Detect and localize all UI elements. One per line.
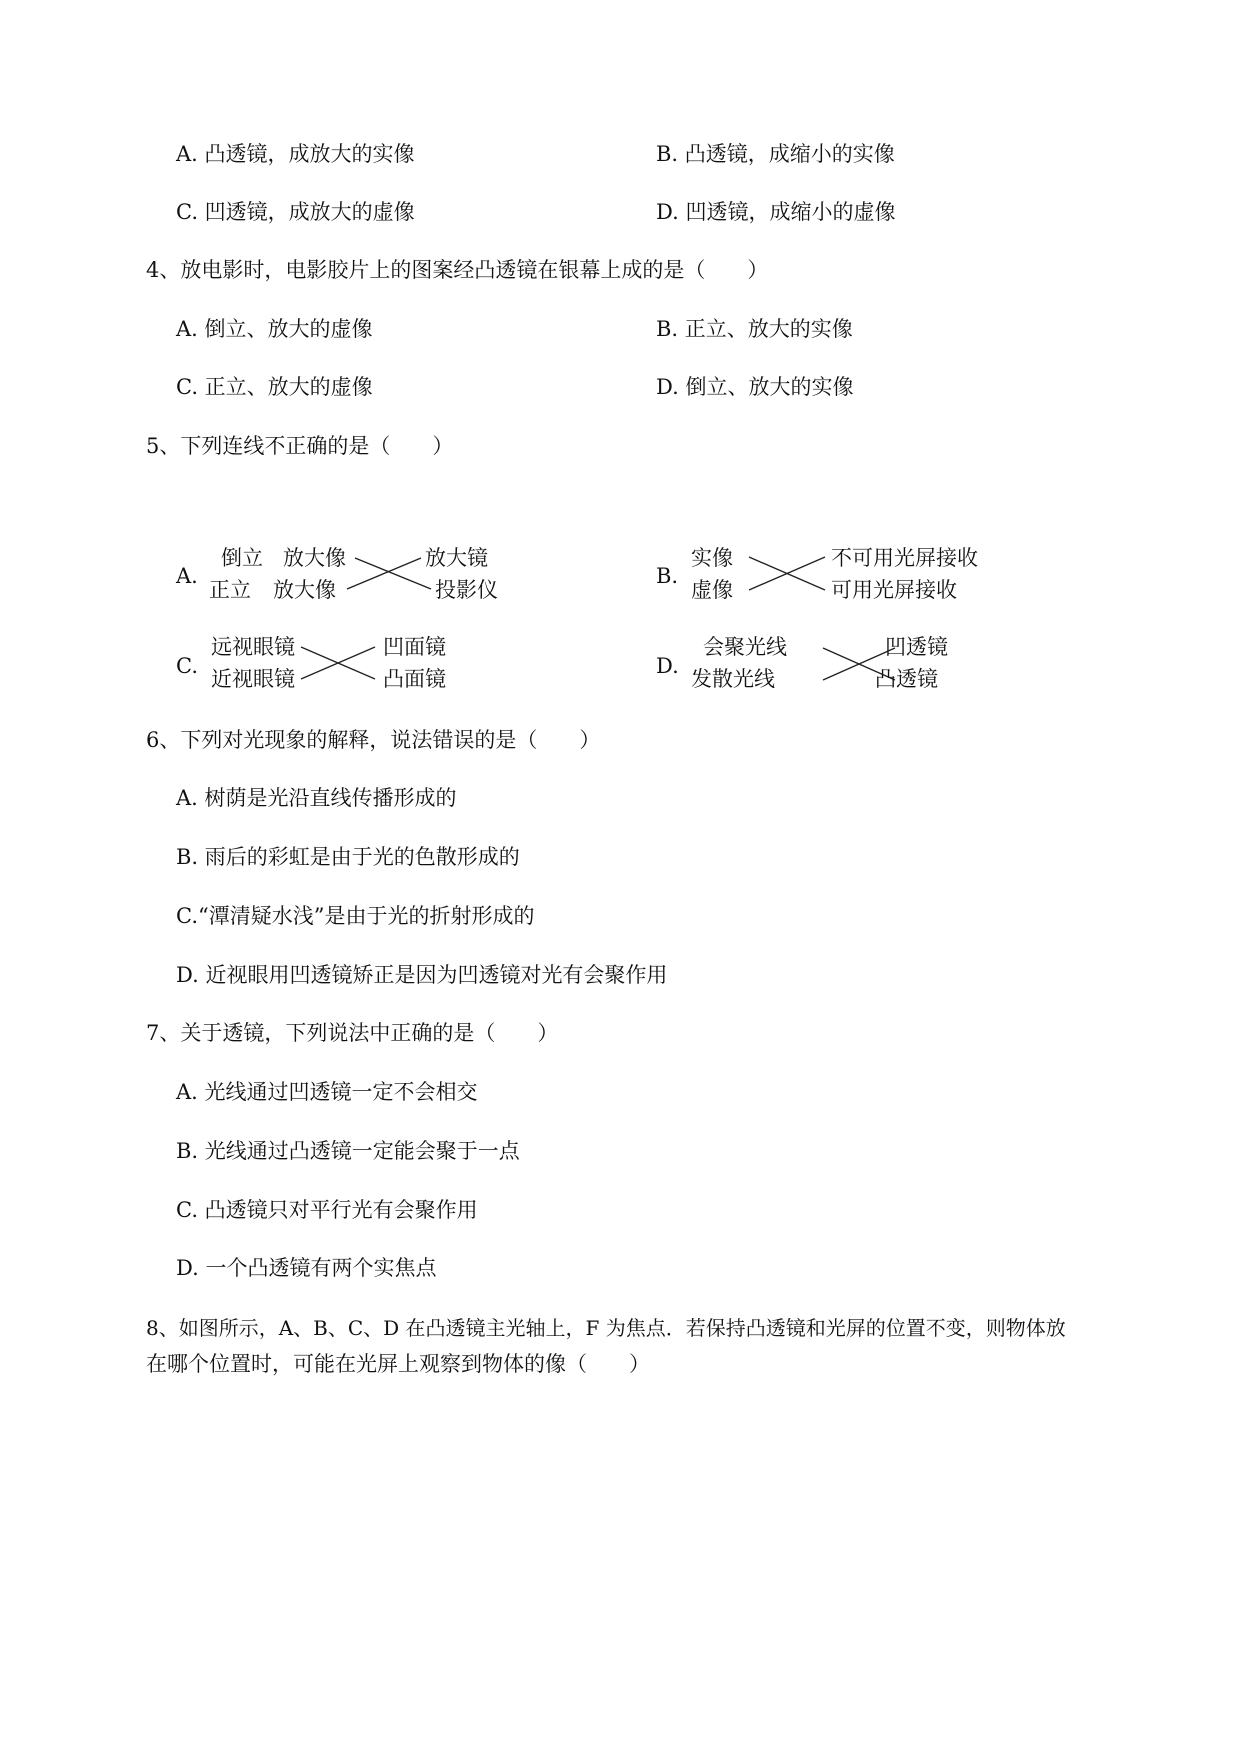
q3-option-a: A. 凸透镜，成放大的实像	[176, 142, 415, 166]
q5-option-c-letter: C.	[176, 654, 198, 678]
q4-stem: 4、放电影时，电影胶片上的图案经凸透镜在银幕上成的是（ ）	[146, 258, 769, 282]
q5-a-left2-b: 放大像	[273, 578, 336, 602]
q5-option-a-letter: A.	[176, 564, 198, 588]
q8-stem-line1: 8、如图所示，A、B、C、D 在凸透镜主光轴上，F 为焦点．若保持凸透镜和光屏的位置不变，则物体放	[146, 1316, 1066, 1340]
q6-stem: 6、下列对光现象的解释，说法错误的是（ ）	[146, 728, 601, 752]
q4-option-b: B. 正立、放大的实像	[656, 317, 853, 341]
q5-b-left1: 实像	[691, 546, 733, 570]
q5-a-left2-a: 正立	[209, 578, 251, 602]
q5-a-link-1	[347, 558, 421, 589]
q5-stem: 5、下列连线不正确的是（ ）	[146, 434, 454, 458]
q5-c-right2: 凸面镜	[383, 667, 446, 691]
q5-c-left1: 远视眼镜	[211, 635, 295, 659]
q8-stem-line2: 在哪个位置时，可能在光屏上观察到物体的像（ ）	[146, 1352, 650, 1376]
q5-a-right2: 投影仪	[435, 578, 498, 602]
q7-option-d: D. 一个凸透镜有两个实焦点	[176, 1256, 437, 1280]
q5-d-left2: 发散光线	[691, 667, 775, 691]
q7-option-b: B. 光线通过凸透镜一定能会聚于一点	[176, 1139, 520, 1163]
q6-option-d: D. 近视眼用凹透镜矫正是因为凹透镜对光有会聚作用	[176, 963, 668, 987]
q3-option-c: C. 凹透镜，成放大的虚像	[176, 200, 415, 224]
q5-a-right1: 放大镜	[425, 546, 488, 570]
q5-d-left1: 会聚光线	[703, 635, 787, 659]
q5-b-right1: 不可用光屏接收	[831, 546, 978, 570]
q5-c-left2: 近视眼镜	[211, 667, 295, 691]
q5-option-d-letter: D.	[656, 654, 679, 678]
q5-diagram-c	[205, 630, 525, 700]
q5-option-b-letter: B.	[656, 564, 679, 588]
q7-stem: 7、关于透镜，下列说法中正确的是（ ）	[146, 1021, 559, 1045]
q4-option-d: D. 倒立、放大的实像	[656, 375, 854, 399]
q5-diagram-b	[685, 540, 1005, 610]
q5-a-left1-a: 倒立	[221, 546, 263, 570]
q7-option-c: C. 凸透镜只对平行光有会聚作用	[176, 1198, 478, 1222]
q5-a-link-2	[355, 558, 431, 589]
q3-option-d: D. 凹透镜，成缩小的虚像	[656, 200, 896, 224]
q5-a-left1-b: 放大像	[283, 546, 346, 570]
q4-option-c: C. 正立、放大的虚像	[176, 375, 373, 399]
q5-diagram-d	[685, 630, 1005, 700]
q5-c-right1: 凹面镜	[383, 635, 446, 659]
q5-b-left2: 虚像	[691, 578, 733, 602]
q5-diagram-a	[205, 540, 525, 610]
q6-option-b: B. 雨后的彩虹是由于光的色散形成的	[176, 845, 520, 869]
q5-b-right2: 可用光屏接收	[831, 578, 957, 602]
q6-option-a: A. 树荫是光沿直线传播形成的	[176, 786, 457, 810]
q5-d-right2: 凸透镜	[875, 667, 938, 691]
q5-d-right1: 凹透镜	[885, 635, 948, 659]
q6-option-c: C.“潭清疑水浅”是由于光的折射形成的	[176, 904, 535, 928]
q4-option-a: A. 倒立、放大的虚像	[176, 317, 373, 341]
q7-option-a: A. 光线通过凹透镜一定不会相交	[176, 1080, 478, 1104]
q3-option-b: B. 凸透镜，成缩小的实像	[656, 142, 895, 166]
